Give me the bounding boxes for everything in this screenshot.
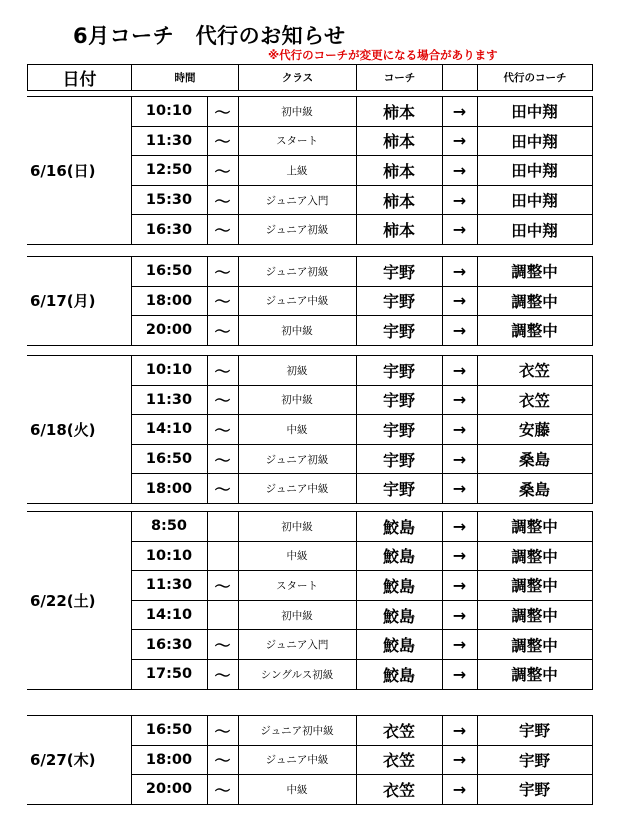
date-cell: 6/18(火): [27, 356, 131, 504]
coach-cell: 衣笠: [356, 745, 442, 775]
date-cell: 6/22(土): [27, 512, 131, 690]
tilde-cell: ～: [207, 316, 238, 346]
substitute-coach-cell: 田中翔: [477, 126, 592, 156]
coach-cell: 衣笠: [356, 716, 442, 746]
class-cell: ジュニア初級: [238, 444, 356, 474]
coach-cell: 鮫島: [356, 571, 442, 601]
time-cell: 11:30: [131, 126, 207, 156]
arrow-icon: →: [442, 156, 477, 186]
arrow-icon: →: [442, 185, 477, 215]
schedule-group-table: [27, 256, 593, 346]
time-cell: 11:30: [131, 385, 207, 415]
date-cell: 6/27(木): [27, 716, 131, 805]
substitute-coach-cell: 調整中: [477, 659, 592, 689]
class-cell: 初中級: [238, 97, 356, 127]
arrow-icon: →: [442, 541, 477, 571]
schedule-row: [27, 257, 592, 287]
header-time: 時間: [132, 65, 239, 91]
arrow-icon: →: [442, 659, 477, 689]
tilde-cell: ～: [207, 126, 238, 156]
arrow-icon: →: [442, 215, 477, 245]
tilde-cell: ～: [207, 215, 238, 245]
tilde-cell: ～: [207, 745, 238, 775]
substitute-coach-cell: 調整中: [477, 316, 592, 346]
substitute-coach-cell: 田中翔: [477, 97, 592, 127]
tilde-cell: ～: [207, 444, 238, 474]
schedule-row: [27, 512, 592, 542]
substitute-coach-cell: 調整中: [477, 571, 592, 601]
arrow-icon: →: [442, 316, 477, 346]
schedule-group-table: [27, 355, 593, 504]
time-cell: 10:10: [131, 356, 207, 386]
header-arrow: [443, 65, 478, 91]
page-title: 6月コーチ 代行のお知らせ: [73, 24, 346, 48]
substitute-coach-cell: 宇野: [477, 775, 592, 805]
class-cell: 中級: [238, 775, 356, 805]
schedule-row: [27, 97, 592, 127]
schedule-row: [27, 356, 592, 386]
time-cell: 16:50: [131, 257, 207, 287]
substitute-coach-cell: 田中翔: [477, 185, 592, 215]
time-cell: 18:00: [131, 286, 207, 316]
tilde-cell: ～: [207, 257, 238, 287]
tilde-cell: ～: [207, 571, 238, 601]
column-header-table: [27, 64, 593, 91]
class-cell: 初中級: [238, 316, 356, 346]
time-cell: 8:50: [131, 512, 207, 542]
coach-cell: 鮫島: [356, 512, 442, 542]
arrow-icon: →: [442, 385, 477, 415]
arrow-icon: →: [442, 571, 477, 601]
class-cell: 上級: [238, 156, 356, 186]
substitute-coach-cell: 調整中: [477, 257, 592, 287]
tilde-cell: ～: [207, 474, 238, 504]
schedule-group-table: [27, 715, 593, 805]
tilde-cell: ～: [207, 185, 238, 215]
substitute-coach-cell: 衣笠: [477, 385, 592, 415]
header-date: 日付: [28, 65, 132, 91]
arrow-icon: →: [442, 600, 477, 630]
header-coach: コーチ: [357, 65, 443, 91]
time-cell: 16:50: [131, 716, 207, 746]
tilde-cell: ～: [207, 415, 238, 445]
arrow-icon: →: [442, 286, 477, 316]
time-cell: 10:10: [131, 541, 207, 571]
arrow-icon: →: [442, 775, 477, 805]
schedule-group-table: [27, 96, 593, 245]
header-substitute: 代行のコーチ: [478, 65, 593, 91]
tilde-cell: [207, 600, 238, 630]
time-cell: 20:00: [131, 316, 207, 346]
class-cell: スタート: [238, 571, 356, 601]
coach-cell: 宇野: [356, 415, 442, 445]
coach-cell: 宇野: [356, 385, 442, 415]
class-cell: 中級: [238, 541, 356, 571]
coach-cell: 柿本: [356, 185, 442, 215]
change-notice: ※代行のコーチが変更になる場合があります: [268, 48, 498, 62]
substitute-coach-cell: 調整中: [477, 286, 592, 316]
arrow-icon: →: [442, 356, 477, 386]
substitute-coach-cell: 衣笠: [477, 356, 592, 386]
time-cell: 16:30: [131, 630, 207, 660]
time-cell: 16:30: [131, 215, 207, 245]
arrow-icon: →: [442, 415, 477, 445]
time-cell: 10:10: [131, 97, 207, 127]
tilde-cell: ～: [207, 97, 238, 127]
header-row: [28, 65, 593, 91]
substitute-coach-cell: 宇野: [477, 745, 592, 775]
tilde-cell: [207, 541, 238, 571]
arrow-icon: →: [442, 126, 477, 156]
substitute-coach-cell: 桑島: [477, 474, 592, 504]
class-cell: 初中級: [238, 385, 356, 415]
time-cell: 15:30: [131, 185, 207, 215]
coach-cell: 衣笠: [356, 775, 442, 805]
class-cell: 初中級: [238, 512, 356, 542]
tilde-cell: ～: [207, 716, 238, 746]
schedule-group-table: [27, 511, 593, 690]
arrow-icon: →: [442, 257, 477, 287]
coach-cell: 宇野: [356, 444, 442, 474]
substitute-coach-cell: 安藤: [477, 415, 592, 445]
tilde-cell: ～: [207, 385, 238, 415]
coach-cell: 柿本: [356, 97, 442, 127]
time-cell: 17:50: [131, 659, 207, 689]
class-cell: ジュニア初中級: [238, 716, 356, 746]
substitute-coach-cell: 田中翔: [477, 215, 592, 245]
class-cell: 初中級: [238, 600, 356, 630]
coach-cell: 鮫島: [356, 630, 442, 660]
class-cell: ジュニア入門: [238, 185, 356, 215]
tilde-cell: ～: [207, 630, 238, 660]
date-cell: 6/17(月): [27, 257, 131, 346]
time-cell: 14:10: [131, 600, 207, 630]
coach-cell: 鮫島: [356, 600, 442, 630]
tilde-cell: ～: [207, 156, 238, 186]
class-cell: ジュニア中級: [238, 286, 356, 316]
coach-cell: 宇野: [356, 474, 442, 504]
tilde-cell: ～: [207, 286, 238, 316]
time-cell: 12:50: [131, 156, 207, 186]
tilde-cell: [207, 512, 238, 542]
time-cell: 20:00: [131, 775, 207, 805]
substitute-coach-cell: 田中翔: [477, 156, 592, 186]
arrow-icon: →: [442, 716, 477, 746]
substitute-coach-cell: 調整中: [477, 512, 592, 542]
coach-cell: 宇野: [356, 286, 442, 316]
class-cell: ジュニア中級: [238, 474, 356, 504]
date-cell: 6/16(日): [27, 97, 131, 245]
substitute-coach-cell: 宇野: [477, 716, 592, 746]
class-cell: スタート: [238, 126, 356, 156]
arrow-icon: →: [442, 444, 477, 474]
arrow-icon: →: [442, 512, 477, 542]
coach-cell: 鮫島: [356, 541, 442, 571]
schedule-row: [27, 716, 592, 746]
coach-cell: 鮫島: [356, 659, 442, 689]
tilde-cell: ～: [207, 659, 238, 689]
coach-cell: 柿本: [356, 126, 442, 156]
time-cell: 16:50: [131, 444, 207, 474]
class-cell: 初級: [238, 356, 356, 386]
tilde-cell: ～: [207, 775, 238, 805]
class-cell: 中級: [238, 415, 356, 445]
tilde-cell: ～: [207, 356, 238, 386]
substitute-coach-cell: 桑島: [477, 444, 592, 474]
class-cell: ジュニア入門: [238, 630, 356, 660]
coach-cell: 柿本: [356, 156, 442, 186]
coach-cell: 宇野: [356, 257, 442, 287]
substitute-coach-cell: 調整中: [477, 630, 592, 660]
arrow-icon: →: [442, 97, 477, 127]
time-cell: 18:00: [131, 474, 207, 504]
header-class: クラス: [239, 65, 357, 91]
substitute-coach-cell: 調整中: [477, 541, 592, 571]
class-cell: ジュニア初級: [238, 257, 356, 287]
substitute-coach-cell: 調整中: [477, 600, 592, 630]
coach-cell: 宇野: [356, 356, 442, 386]
time-cell: 14:10: [131, 415, 207, 445]
arrow-icon: →: [442, 474, 477, 504]
arrow-icon: →: [442, 745, 477, 775]
class-cell: ジュニア初級: [238, 215, 356, 245]
coach-cell: 宇野: [356, 316, 442, 346]
class-cell: シングルス初級: [238, 659, 356, 689]
arrow-icon: →: [442, 630, 477, 660]
class-cell: ジュニア中級: [238, 745, 356, 775]
time-cell: 18:00: [131, 745, 207, 775]
coach-cell: 柿本: [356, 215, 442, 245]
time-cell: 11:30: [131, 571, 207, 601]
